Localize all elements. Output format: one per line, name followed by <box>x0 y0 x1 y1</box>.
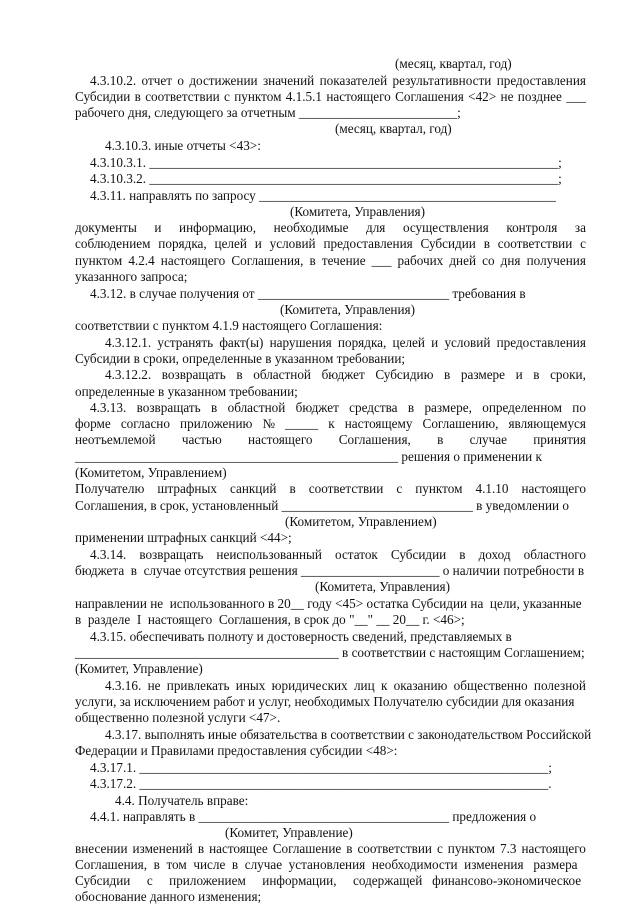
caption-committee-department-5: (Комитета, Управления) <box>315 579 451 594</box>
caption-committee-department-3: (Комитетом, Управлением) <box>75 465 227 480</box>
clause-4-3-10-2-line-1: 4.3.10.2. отчет о достижении значений показателей результативности предоставления <box>90 73 586 88</box>
clause-4-3-11-line-1: 4.3.11. направлять по запросу _____________________________________________ <box>90 188 556 203</box>
clause-4-3-12-1-line-2: Субсидии в сроки, определенные в указанном требовании; <box>75 351 406 366</box>
clause-4-3-14-line-2: бюджета в случае отсутствия решения _____________________ о наличии потребности в <box>75 563 585 578</box>
clause-4-3-12-line-2: соответствии с пунктом 4.1.9 настоящего Соглашения: <box>75 318 383 333</box>
clause-4-3-11-line-3: соблюдением порядка, целей и условий предоставления Субсидии в соответствии с <box>75 236 586 251</box>
clause-4-3-13-line-2: форме согласно приложению № _____ к настоящему Соглашению, являющемуся <box>75 416 586 431</box>
clause-4-3-16-line-3: общественно полезной услуги <47>. <box>75 710 281 725</box>
clause-4-3-13-line-4: _________________________________________________ решения о применении к <box>75 449 542 464</box>
clause-4-3-13-line-3: неотъемлемой частью настоящего Соглашения, в случае принятия <box>75 432 586 447</box>
clause-4-3-11-line-5: указанного запроса; <box>75 269 188 284</box>
clause-4-3-13-line-7: применении штрафных санкций <44>; <box>75 530 292 545</box>
clause-4-3-16-line-1: 4.3.16. не привлекать иных юридических лиц к оказанию общественно полезной <box>105 678 586 693</box>
clause-4-3-10-2-line-3: рабочего дня, следующего за отчетным ________________________; <box>75 105 461 120</box>
caption-month-quarter-year: (месяц, квартал, год) <box>395 56 512 71</box>
clause-4-4-1-line-4: Субсидии с приложением информации, содержащей финансово-экономическое <box>75 873 582 888</box>
clause-4-4-1-line-3: Соглашения, в том числе в случае установления необходимости изменения размера <box>75 857 578 872</box>
clause-4-4-1-line-1: 4.4.1. направлять в ______________________________________ предложения о <box>90 809 537 824</box>
caption-month-quarter-year-2: (месяц, квартал, год) <box>335 121 452 136</box>
clause-4-3-12-line-1: 4.3.12. в случае получения от _____________________________ требования в <box>90 286 526 301</box>
clause-4-3-16-line-2: услуги, за исключением работ и услуг, необходимых Получателю субсидии для оказания <box>75 694 575 709</box>
clause-4-4-1-line-2: внесении изменений в настоящее Соглашение в соответствии с пунктом 7.3 настоящего <box>75 841 586 856</box>
caption-committee-department-7: (Комитет, Управление) <box>225 825 353 840</box>
clause-4-3-14-line-1: 4.3.14. возвращать неиспользованный остаток Субсидии в доход областного <box>90 547 586 562</box>
caption-committee-department-4: (Комитетом, Управлением) <box>285 514 437 529</box>
caption-committee-department-2: (Комитета, Управления) <box>280 302 416 317</box>
caption-committee-department-1: (Комитета, Управления) <box>290 204 426 219</box>
clause-4-3-13-line-6: Соглашения, в срок, установленный _____________________________ в уведомлении о <box>75 498 569 513</box>
clause-4-3-11-line-4: пунктом 4.2.4 настоящего Соглашения, в течение ___ рабочих дней со дня получения <box>75 253 586 268</box>
caption-committee-department-6: (Комитет, Управление) <box>75 661 203 676</box>
clause-4-4-heading: 4.4. Получатель вправе: <box>115 793 249 808</box>
clause-4-3-17-1: 4.3.17.1. ______________________________________________________________; <box>90 760 552 775</box>
clause-4-3-10-3-2: 4.3.10.3.2. ______________________________________________________________; <box>90 171 562 186</box>
clause-4-3-12-1-line-1: 4.3.12.1. устранять факт(ы) нарушения порядка, целей и условий предоставления <box>105 335 586 350</box>
clause-4-3-11-line-2: документы и информацию, необходимые для осуществления контроля за <box>75 220 586 235</box>
clause-4-3-17-line-2: Федерации и Правилами предоставления субсидии <48>: <box>75 743 398 758</box>
clause-4-3-10-2-line-2: Субсидии в соответствии с пунктом 4.1.5.1 настоящего Соглашения <42> не позднее ___ <box>75 89 586 104</box>
clause-4-3-17-line-1: 4.3.17. выполнять иные обязательства в соответствии с законодательством Российской <box>105 727 592 742</box>
clause-4-4-1-line-5: обоснование данного изменения; <box>75 889 262 904</box>
clause-4-3-15-line-1: 4.3.15. обеспечивать полноту и достоверность сведений, представляемых в <box>90 629 512 644</box>
clause-4-3-14-line-3: направлении не использованного в 20__ году <45> остатка Субсидии на цели, указанные <box>75 596 582 611</box>
clause-4-3-12-2-line-2: определенные в указанном требовании; <box>75 384 298 399</box>
clause-4-3-10-3-1: 4.3.10.3.1. ______________________________________________________________; <box>90 155 562 170</box>
clause-4-3-15-line-2: ________________________________________ в соответствии с настоящим Соглашением; <box>75 645 585 660</box>
clause-4-3-17-2: 4.3.17.2. ______________________________________________________________. <box>90 776 552 791</box>
clause-4-3-14-line-4: в разделе I настоящего Соглашения, в срок до "__" __ 20__ г. <46>; <box>75 612 465 627</box>
clause-4-3-10-3: 4.3.10.3. иные отчеты <43>: <box>105 138 261 153</box>
clause-4-3-13-line-5: Получателю штрафных санкций в соответствии с пунктом 4.1.10 настоящего <box>75 481 586 496</box>
clause-4-3-12-2-line-1: 4.3.12.2. возвращать в областной бюджет Субсидию в размере и в сроки, <box>105 367 586 382</box>
clause-4-3-13-line-1: 4.3.13. возвращать в областной бюджет средства в размере, определенном по <box>90 400 586 415</box>
